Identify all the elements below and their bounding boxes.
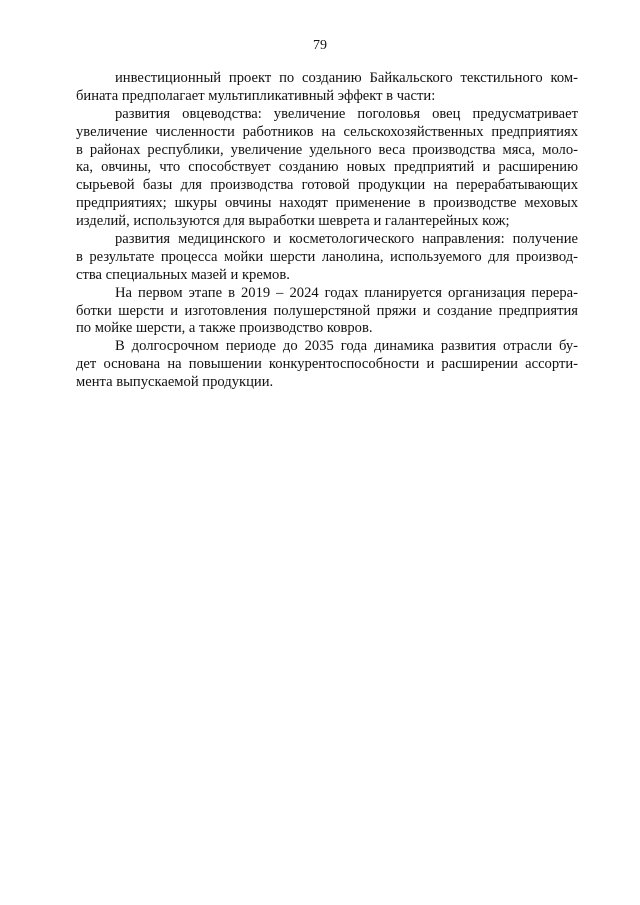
paragraph-line: инвестиционный проект по созданию Байкальского текстильного ком- — [115, 70, 578, 86]
page-number: 79 — [313, 38, 327, 53]
paragraph-line: по мойке шерсти, а также производство ковров. — [76, 320, 373, 337]
paragraph-line: увеличение численности работников на сельскохозяйственных предприятиях — [76, 123, 578, 140]
paragraph-line: ка, овчины, что способствует созданию новых предприятий и расширению — [76, 159, 578, 176]
paragraph-line: сырьевой базы для производства готовой продукции на перерабатывающих — [76, 177, 578, 194]
paragraph-line: изделий, используются для выработки шеврета и галантерейных кож; — [76, 213, 510, 230]
document-body — [76, 70, 578, 392]
paragraph-line: в результате процесса мойки шерсти ланолина, используемого для производ- — [76, 248, 578, 265]
paragraph-line: в районах республики, увеличение удельного веса производства мяса, моло- — [76, 141, 578, 158]
paragraph-line: предприятиях; шкуры овчины находят применение в производстве меховых — [76, 195, 578, 212]
paragraph-1 — [76, 70, 578, 106]
paragraph-line: развития овцеводства: увеличение поголовья овец предусматривает — [115, 105, 578, 122]
paragraph-line: развития медицинского и косметологического направления: получение — [115, 231, 578, 248]
paragraph-line: ботки шерсти и изготовления полушерстяной пряжи и создание предприятия — [76, 302, 578, 319]
paragraph-line: В долгосрочном периоде до 2035 года динамика развития отрасли бу- — [115, 338, 578, 355]
paragraph-3 — [76, 231, 578, 285]
paragraph-line: ства специальных мазей и кремов. — [76, 266, 290, 283]
paragraph-line: дет основана на повышении конкурентоспособности и расширении ассорти- — [76, 356, 578, 373]
paragraph-line: бината предполагает мультипликативный эффект в части: — [76, 87, 436, 104]
paragraph-5 — [76, 338, 578, 392]
paragraph-line: мента выпускаемой продукции. — [76, 374, 274, 391]
paragraph-line: На первом этапе в 2019 – 2024 годах планируется организация перера- — [115, 284, 578, 301]
paragraph-4 — [76, 285, 578, 339]
paragraph-2 — [76, 106, 578, 231]
